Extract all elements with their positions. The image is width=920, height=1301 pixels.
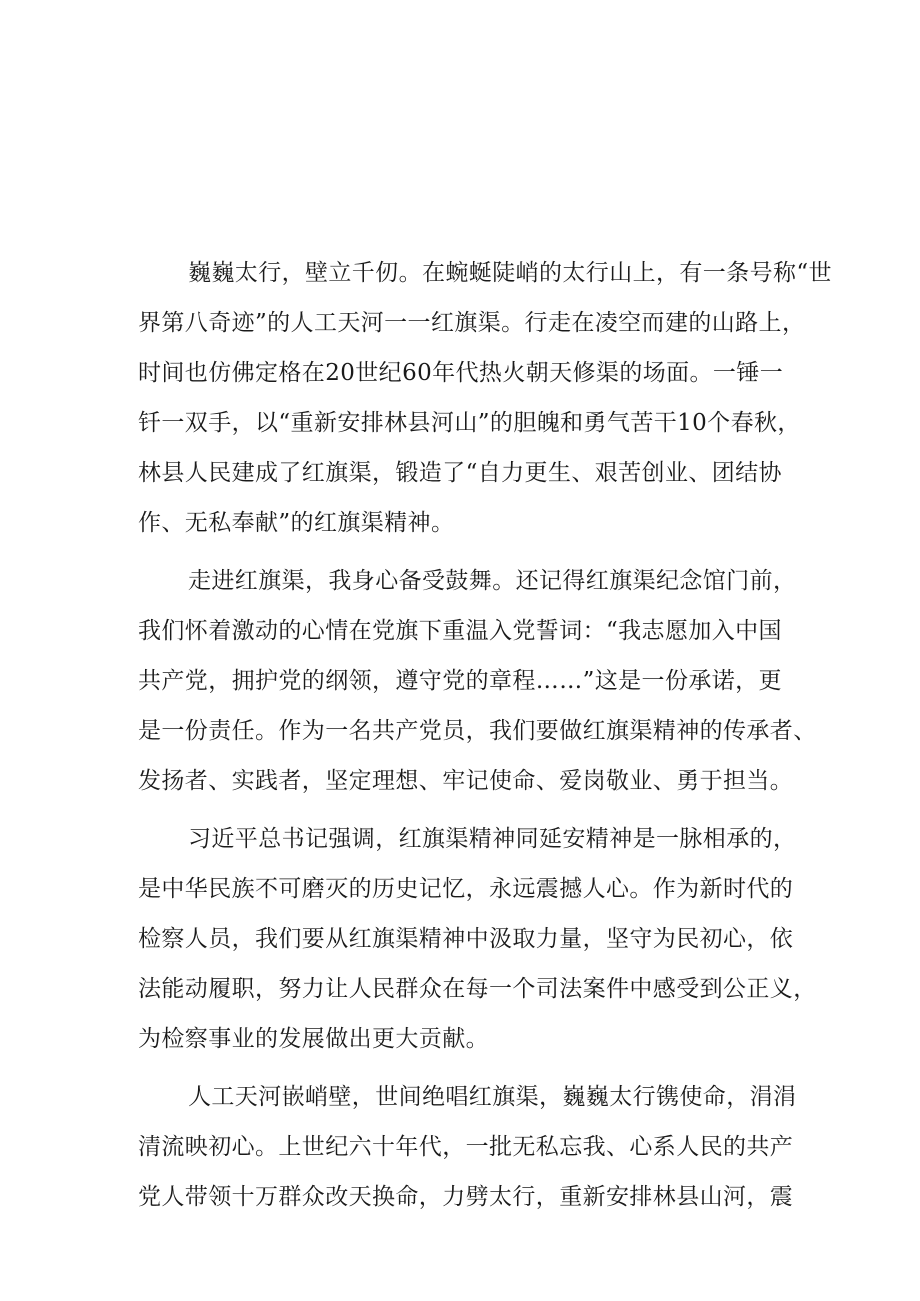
text-line: 党人带领十万群众改天换命，力劈太行，重新安排林县山河，震: [138, 1184, 794, 1210]
paragraph-1: [138, 248, 832, 548]
paragraph-3: [138, 814, 817, 1064]
text-line: 习近平总书记强调，红旗渠精神同延安精神是一脉相承的，: [188, 826, 797, 852]
paragraph-spacer: [138, 806, 808, 814]
text-line: 钎一双手，以“重新安排林县河山”的胆魄和勇气苦干10个春秋，: [138, 410, 801, 436]
text-line: 人工天河嵌峭壁，世间绝唱红旗渠，巍巍太行镌使命，涓涓: [188, 1084, 797, 1110]
text-line: 走进红旗渠，我身心备受鼓舞。还记得红旗渠纪念馆门前，: [188, 568, 797, 594]
text-line: 我们怀着激动的心情在党旗下重温入党誓词：“我志愿加入中国: [138, 618, 782, 644]
paragraph-spacer: [138, 1064, 808, 1072]
text-line: 是中华民族不可磨灭的历史记忆，永远震撼人心。作为新时代的: [138, 876, 794, 902]
text-line: 法能动履职，努力让人民群众在每一个司法案件中感受到公正义，: [138, 976, 817, 1002]
text-line: 发扬者、实践者，坚定理想、牢记使命、爱岗敬业、勇于担当。: [138, 768, 794, 794]
text-line: 清流映初心。上世纪六十年代，一批无私忘我、心系人民的共产: [138, 1134, 794, 1160]
text-line: 时间也仿佛定格在20世纪60年代热火朝天修渠的场面。一锤一: [138, 360, 784, 386]
text-line: 巍巍太行，壁立千仞。在蜿蜒陡峭的太行山上，有一条号称“世: [188, 260, 832, 286]
paragraph-spacer: [138, 548, 808, 556]
text-line: 界第八奇迹”的人工天河一一红旗渠。行走在凌空而建的山路上，: [138, 310, 806, 336]
text-line: 林县人民建成了红旗渠，锻造了“自力更生、艰苦创业、团结协: [138, 460, 782, 486]
text-line: 是一份责任。作为一名共产党员，我们要做红旗渠精神的传承者、: [138, 718, 817, 744]
text-line: 为检察事业的发展做出更大贡献。: [138, 1026, 489, 1052]
text-line: 作、无私奉献”的红旗渠精神。: [138, 510, 455, 536]
paragraph-2: [138, 556, 817, 806]
text-line: 检察人员，我们要从红旗渠精神中汲取力量，坚守为民初心，依: [138, 926, 794, 952]
text-line: 共产党，拥护党的纲领，遵守党的章程……”这是一份承诺，更: [138, 668, 782, 694]
paragraph-4: [138, 1072, 808, 1222]
article-body: [138, 248, 832, 1222]
